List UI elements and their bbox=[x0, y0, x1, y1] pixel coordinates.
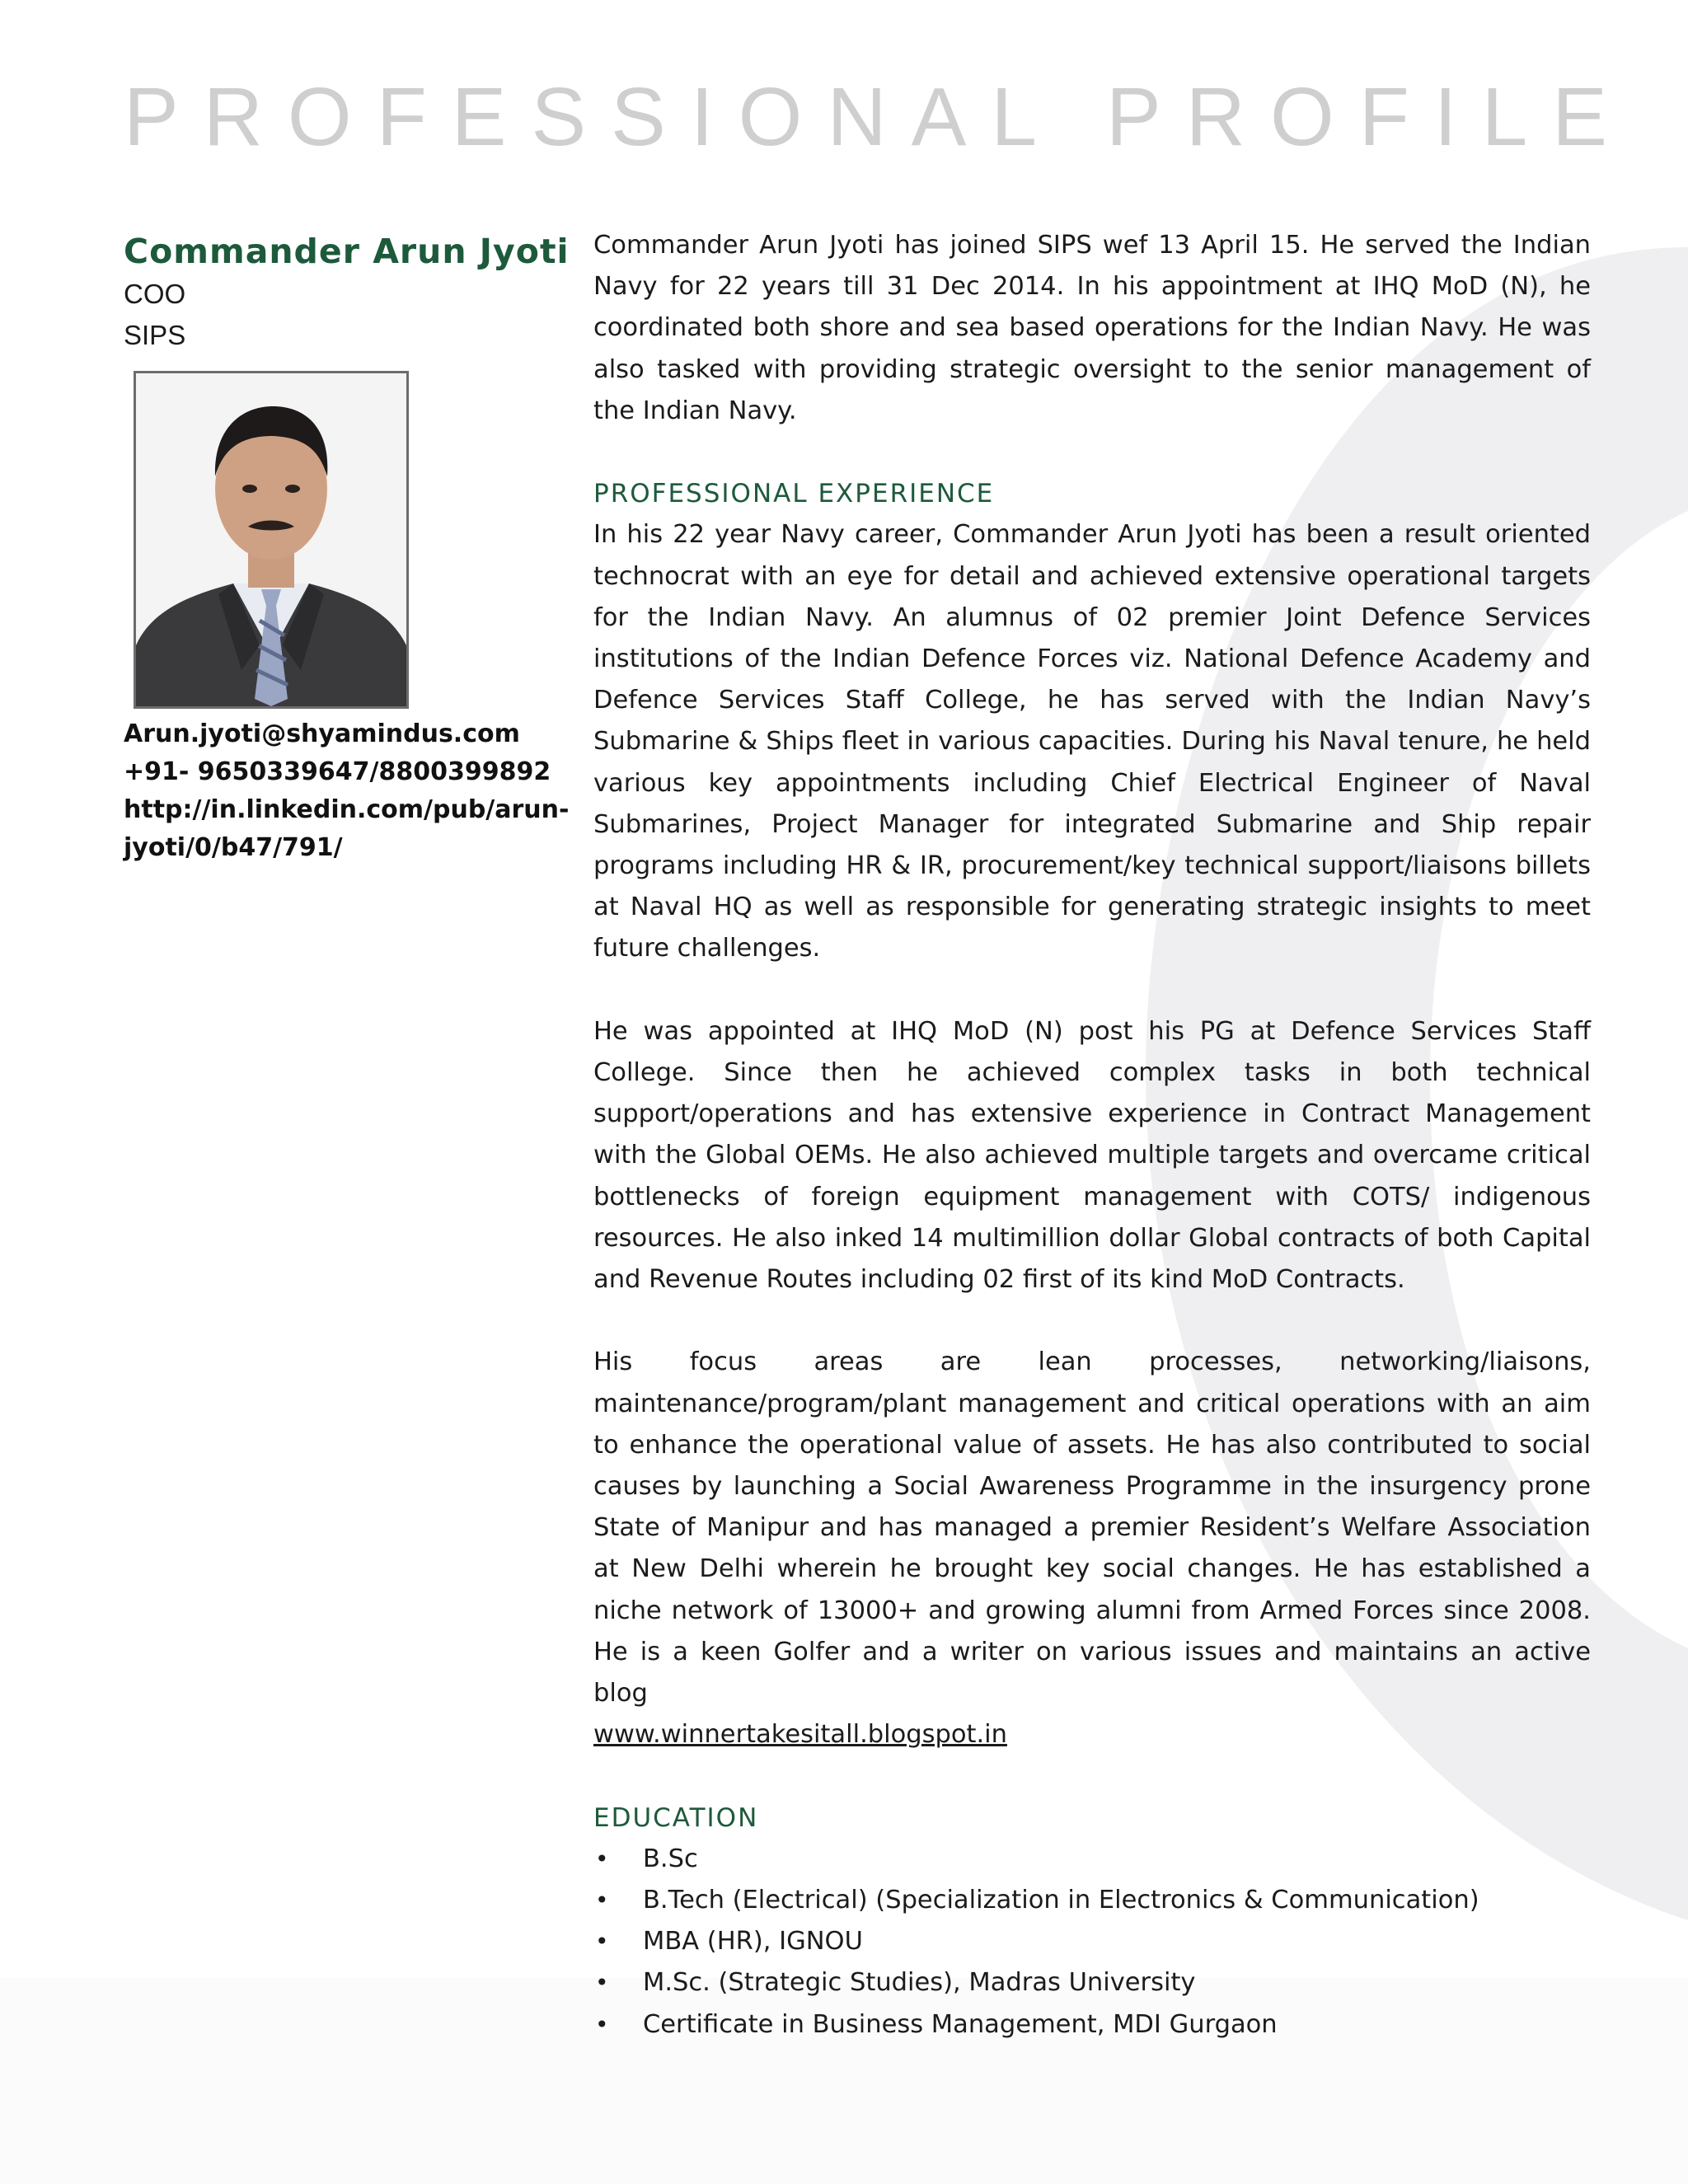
education-item bbox=[593, 1880, 1591, 1921]
blog-link[interactable]: www.winnertakesitall.blogspot.in bbox=[593, 1720, 1007, 1750]
summary-paragraph: Commander Arun Jyoti has joined SIPS wef 13 April 15. He served the Indian Navy for 22 years till 31 Dec 2014. In his appointment at IHQ MoD (N), he coordinated both shore and sea based operations for the Indian Navy. He was also tasked with providing strategic oversight to the senior management of the Indian Navy. bbox=[593, 231, 1591, 425]
bullet-icon: • bbox=[595, 1844, 609, 1872]
page-title: PROFESSIONAL PROFILE bbox=[124, 71, 1632, 163]
person-role: COO bbox=[124, 279, 186, 309]
education-item-text: MBA (HR), IGNOU bbox=[643, 1927, 863, 1957]
education-item bbox=[593, 1921, 1591, 1962]
education-item bbox=[593, 1962, 1591, 2004]
education-item-text: Certificate in Business Management, MDI Gurgaon bbox=[643, 2009, 1278, 2039]
profile-main-content bbox=[593, 225, 1591, 2046]
profile-sidebar bbox=[124, 229, 570, 862]
bullet-icon: • bbox=[595, 1886, 609, 1915]
education-item-text: B.Tech (Electrical) (Specialization in Electronics & Communication) bbox=[643, 1886, 1479, 1915]
person-portrait-icon bbox=[136, 373, 406, 706]
linkedin-link-line2[interactable]: jyoti/0/b47/791/ bbox=[124, 833, 343, 862]
profile-photo bbox=[134, 371, 409, 709]
linkedin-link-line1[interactable]: http://in.linkedin.com/pub/arun- bbox=[124, 795, 570, 824]
education-item bbox=[593, 2004, 1591, 2046]
education-item-text: B.Sc bbox=[643, 1844, 698, 1873]
bullet-icon: • bbox=[595, 1969, 609, 1997]
experience-heading: PROFESSIONAL EXPERIENCE bbox=[593, 479, 995, 509]
education-item bbox=[593, 1839, 1591, 1880]
bullet-icon: • bbox=[595, 1928, 609, 1956]
contact-details bbox=[124, 715, 570, 867]
experience-paragraph-3: His focus areas are lean processes, networking/liaisons, maintenance/program/plant management and critical operations with an aim to enhance the operational value of assets. He has also contributed to social causes by launching a Social Awareness Programme in the insurgency prone State of Manipur and has managed a premier Resident’s Welfare Association at New Delhi wherein he brought key social changes. He has established a niche network of 13000+ and growing alumni from Armed Forces since 2008. He is a keen Golfer and a writer on various issues and maintains an active blog bbox=[593, 1347, 1591, 1708]
experience-paragraph-2: He was appointed at IHQ MoD (N) post his PG at Defence Services Staff College. Since then he achieved complex tasks in both technical support/operations and has extensive experience in Contract Management with the Global OEMs. He also achieved multiple targets and overcame critical bottlenecks of foreign equipment management with COTS/ indigenous resources. He also inked 14 multimillion dollar Global contracts of both Capital and Revenue Routes including 02 first of its kind MoD Contracts. bbox=[593, 1016, 1591, 1295]
person-name: Commander Arun Jyoti bbox=[124, 232, 570, 271]
education-list bbox=[593, 1839, 1591, 2046]
education-heading: EDUCATION bbox=[593, 1802, 759, 1833]
bullet-icon: • bbox=[595, 2010, 609, 2038]
experience-paragraph-1: In his 22 year Navy career, Commander Arun Jyoti has been a result oriented technocrat with an eye for detail and achieved extensive operational targets for the Indian Navy. An alumnus of 02 premier Joint Defence Services institutions of the Indian Defence Forces viz. National Defence Academy and Defence Services Staff College, he has served with the Indian Navy’s Submarine & Ships fleet in various capacities. During his Naval tenure, he held various key appointments including Chief Electrical Engineer of Naval Submarines, Project Manager for integrated Submarine and Ship repair programs including HR & IR, procurement/key technical support/liaisons billets at Naval HQ as well as responsible for generating strategic insights to meet future challenges. bbox=[593, 520, 1591, 963]
email-link[interactable]: Arun.jyoti@shyamindus.com bbox=[124, 719, 520, 748]
person-organization: SIPS bbox=[124, 320, 186, 350]
phone-number: +91- 9650339647/8800399892 bbox=[124, 757, 551, 786]
education-item-text: M.Sc. (Strategic Studies), Madras University bbox=[643, 1968, 1196, 1998]
